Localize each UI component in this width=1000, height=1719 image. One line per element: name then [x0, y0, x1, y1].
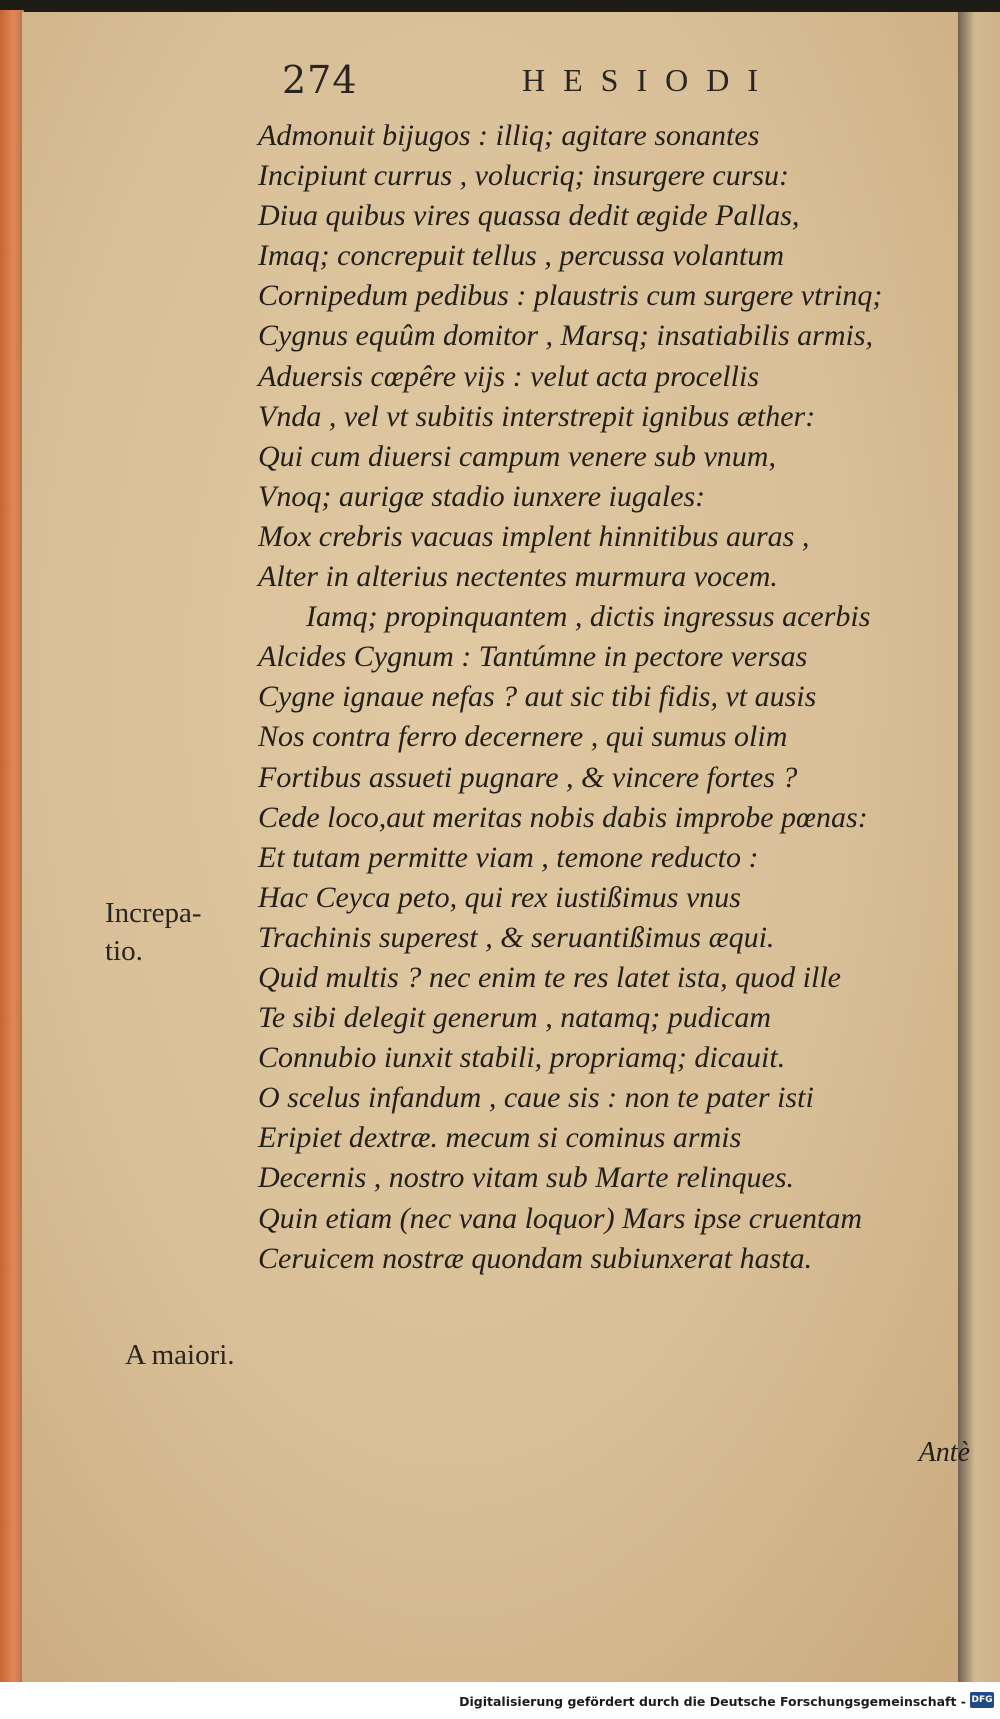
margin-note-increpatio: [105, 894, 202, 970]
verse-line: Alcides Cygnum : Tantúmne in pectore versas: [258, 640, 808, 674]
running-head: HESIODI: [522, 62, 776, 98]
verse-line: Mox crebris vacuas implent hinnitibus auras ,: [258, 519, 810, 553]
margin-note-line: Increpa-: [105, 897, 202, 929]
verse-line: Cygne ignaue nefas ? aut sic tibi fidis, vt ausis: [258, 680, 817, 714]
verse-line: Trachinis superest , & seruantißimus æqui.: [258, 920, 775, 954]
verse-line: Admonuit bijugos : illiq; agitare sonantes: [258, 119, 760, 152]
verse-line: Decernis , nostro vitam sub Marte relinques.: [258, 1161, 795, 1195]
verse-line: Ceruicem nostræ quondam subiunxerat hasta.: [258, 1241, 813, 1275]
verse-line: Imaq; concrepuit tellus , percussa volantum: [258, 239, 785, 273]
catchword: Antè: [918, 1437, 970, 1468]
verse-line: O scelus infandum , caue sis : non te pater isti: [258, 1081, 814, 1115]
page-header: [282, 58, 842, 108]
verse-line: Quin etiam (nec vana loquor) Mars ipse cruentam: [258, 1201, 863, 1235]
margin-note-a-maiori: A maiori.: [125, 1339, 235, 1371]
verse-line: Cygnus equûm domitor , Marsq; insatiabilis armis,: [258, 319, 874, 353]
verse-line: Connubio iunxit stabili, propriamq; dicauit.: [258, 1041, 786, 1075]
page-number: 274: [282, 58, 358, 102]
verse-line: Vnda , vel vt subitis interstrepit ignibus æther:: [258, 399, 816, 433]
verse-line: Cede loco,aut meritas nobis dabis improbe pœnas:: [258, 800, 868, 834]
verse-line: Aduersis cœpêre vijs : velut acta procellis: [258, 359, 759, 393]
verse-line: Et tutam permitte viam , temone reducto :: [258, 840, 759, 874]
verse-line: Qui cum diuersi campum venere sub vnum,: [258, 439, 776, 473]
verse-line: Nos contra ferro decernere , qui sumus olim: [258, 720, 788, 754]
verse-line: Fortibus assueti pugnare , & vincere fortes ?: [258, 760, 798, 794]
verse-line: Vnoq; aurigæ stadio iunxere iugales:: [258, 479, 706, 513]
verse-line: Iamq; propinquantem , dictis ingressus acerbis: [306, 600, 871, 634]
margin-note-line: tio.: [105, 935, 143, 967]
verse-line: Diua quibus vires quassa dedit ægide Pallas,: [258, 199, 800, 233]
verse-line: Incipiunt currus , volucriq; insurgere cursu:: [258, 159, 790, 193]
verse-line: Quid multis ? nec enim te res latet ista, quod ille: [258, 960, 841, 994]
verse-line: Hac Ceyca peto, qui rex iustißimus vnus: [258, 880, 741, 914]
funding-credit: Digitalisierung gefördert durch die Deutsche Forschungsgemeinschaft -: [459, 1694, 966, 1709]
verse-line: Te sibi delegit generum , natamq; pudicam: [258, 1001, 772, 1035]
dfg-logo: DFG: [970, 1692, 994, 1708]
verse-text: [258, 116, 980, 1279]
verse-line: Alter in alterius nectentes murmura vocem.: [258, 560, 778, 594]
verse-line: Eripiet dextræ. mecum si cominus armis: [258, 1121, 742, 1155]
verse-line: Cornipedum pedibus : plaustris cum surgere vtrinq;: [258, 279, 883, 313]
